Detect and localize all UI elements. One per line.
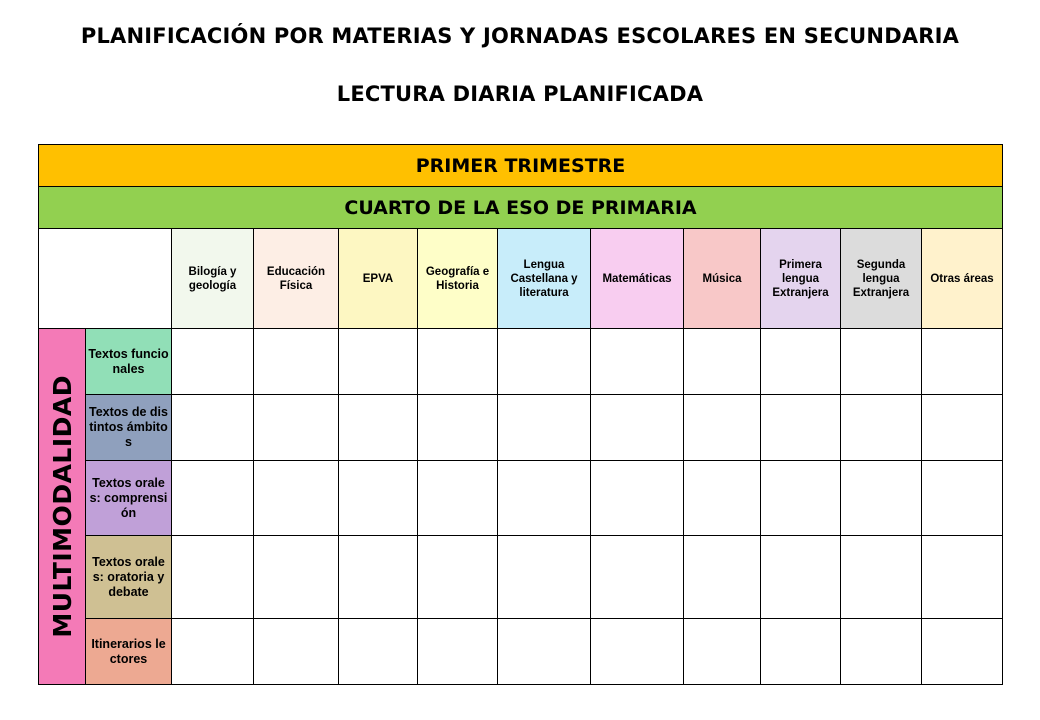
table-cell[interactable]: [922, 619, 1003, 685]
trimester-band: PRIMER TRIMESTRE: [39, 145, 1003, 187]
table-cell[interactable]: [172, 536, 254, 619]
table-cell[interactable]: [761, 329, 841, 395]
subject-header: Primera lengua Extranjera: [761, 229, 841, 329]
subject-header: Bilogía y geología: [172, 229, 254, 329]
table-cell[interactable]: [418, 395, 498, 461]
table-cell[interactable]: [172, 395, 254, 461]
table-cell[interactable]: [254, 461, 339, 536]
table-cell[interactable]: [684, 395, 761, 461]
table-cell[interactable]: [498, 536, 591, 619]
table-cell[interactable]: [841, 329, 922, 395]
planning-table: [38, 144, 1003, 685]
table-cell[interactable]: [254, 536, 339, 619]
table-cell[interactable]: [254, 395, 339, 461]
table-cell[interactable]: [339, 395, 418, 461]
table-cell[interactable]: [172, 329, 254, 395]
table-cell[interactable]: [841, 619, 922, 685]
table-cell[interactable]: [761, 395, 841, 461]
table-cell[interactable]: [418, 329, 498, 395]
table-cell[interactable]: [591, 619, 684, 685]
multimodalidad-group-cell: [39, 329, 86, 685]
table-cell[interactable]: [922, 461, 1003, 536]
table-cell[interactable]: [498, 619, 591, 685]
table-cell[interactable]: [841, 461, 922, 536]
table-cell[interactable]: [418, 461, 498, 536]
table-cell[interactable]: [591, 395, 684, 461]
subject-header: Música: [684, 229, 761, 329]
row-label: Textos orales: oratoria y debate: [86, 536, 172, 619]
table-cell[interactable]: [498, 329, 591, 395]
row-label: Textos orales: comprensión: [86, 461, 172, 536]
table-cell[interactable]: [418, 619, 498, 685]
table-cell[interactable]: [591, 461, 684, 536]
table-cell[interactable]: [498, 461, 591, 536]
row-label: Itinerarios lectores: [86, 619, 172, 685]
table-cell[interactable]: [922, 329, 1003, 395]
table-cell[interactable]: [339, 329, 418, 395]
table-cell[interactable]: [761, 536, 841, 619]
subject-header: Matemáticas: [591, 229, 684, 329]
subject-header: Lengua Castellana y literatura: [498, 229, 591, 329]
table-cell[interactable]: [684, 329, 761, 395]
subject-header: Geografía e Historia: [418, 229, 498, 329]
table-cell[interactable]: [498, 395, 591, 461]
table-cell[interactable]: [841, 395, 922, 461]
table-cell[interactable]: [684, 536, 761, 619]
page-subtitle: LECTURA DIARIA PLANIFICADA: [336, 82, 704, 106]
table-cell[interactable]: [339, 619, 418, 685]
page-title: PLANIFICACIÓN POR MATERIAS Y JORNADAS ESCOLARES EN SECUNDARIA: [80, 24, 960, 48]
table-cell[interactable]: [684, 461, 761, 536]
subject-header: Educación Física: [254, 229, 339, 329]
row-label: Textos de distintos ámbitos: [86, 395, 172, 461]
table-cell[interactable]: [591, 536, 684, 619]
table-cell[interactable]: [761, 619, 841, 685]
table-cell[interactable]: [339, 461, 418, 536]
row-label: Textos funcionales: [86, 329, 172, 395]
table-cell[interactable]: [922, 395, 1003, 461]
subject-header: Otras áreas: [922, 229, 1003, 329]
table-cell[interactable]: [761, 461, 841, 536]
table-cell[interactable]: [339, 536, 418, 619]
table-cell[interactable]: [254, 329, 339, 395]
table-cell[interactable]: [591, 329, 684, 395]
table-cell[interactable]: [684, 619, 761, 685]
multimodalidad-label: MULTIMODALIDAD: [47, 375, 77, 638]
subject-header: EPVA: [339, 229, 418, 329]
corner-cell: [39, 229, 172, 329]
table-cell[interactable]: [254, 619, 339, 685]
table-cell[interactable]: [922, 536, 1003, 619]
course-band: CUARTO DE LA ESO DE PRIMARIA: [39, 187, 1003, 229]
table-cell[interactable]: [172, 619, 254, 685]
subject-header: Segunda lengua Extranjera: [841, 229, 922, 329]
table-cell[interactable]: [172, 461, 254, 536]
table-cell[interactable]: [418, 536, 498, 619]
table-cell[interactable]: [841, 536, 922, 619]
